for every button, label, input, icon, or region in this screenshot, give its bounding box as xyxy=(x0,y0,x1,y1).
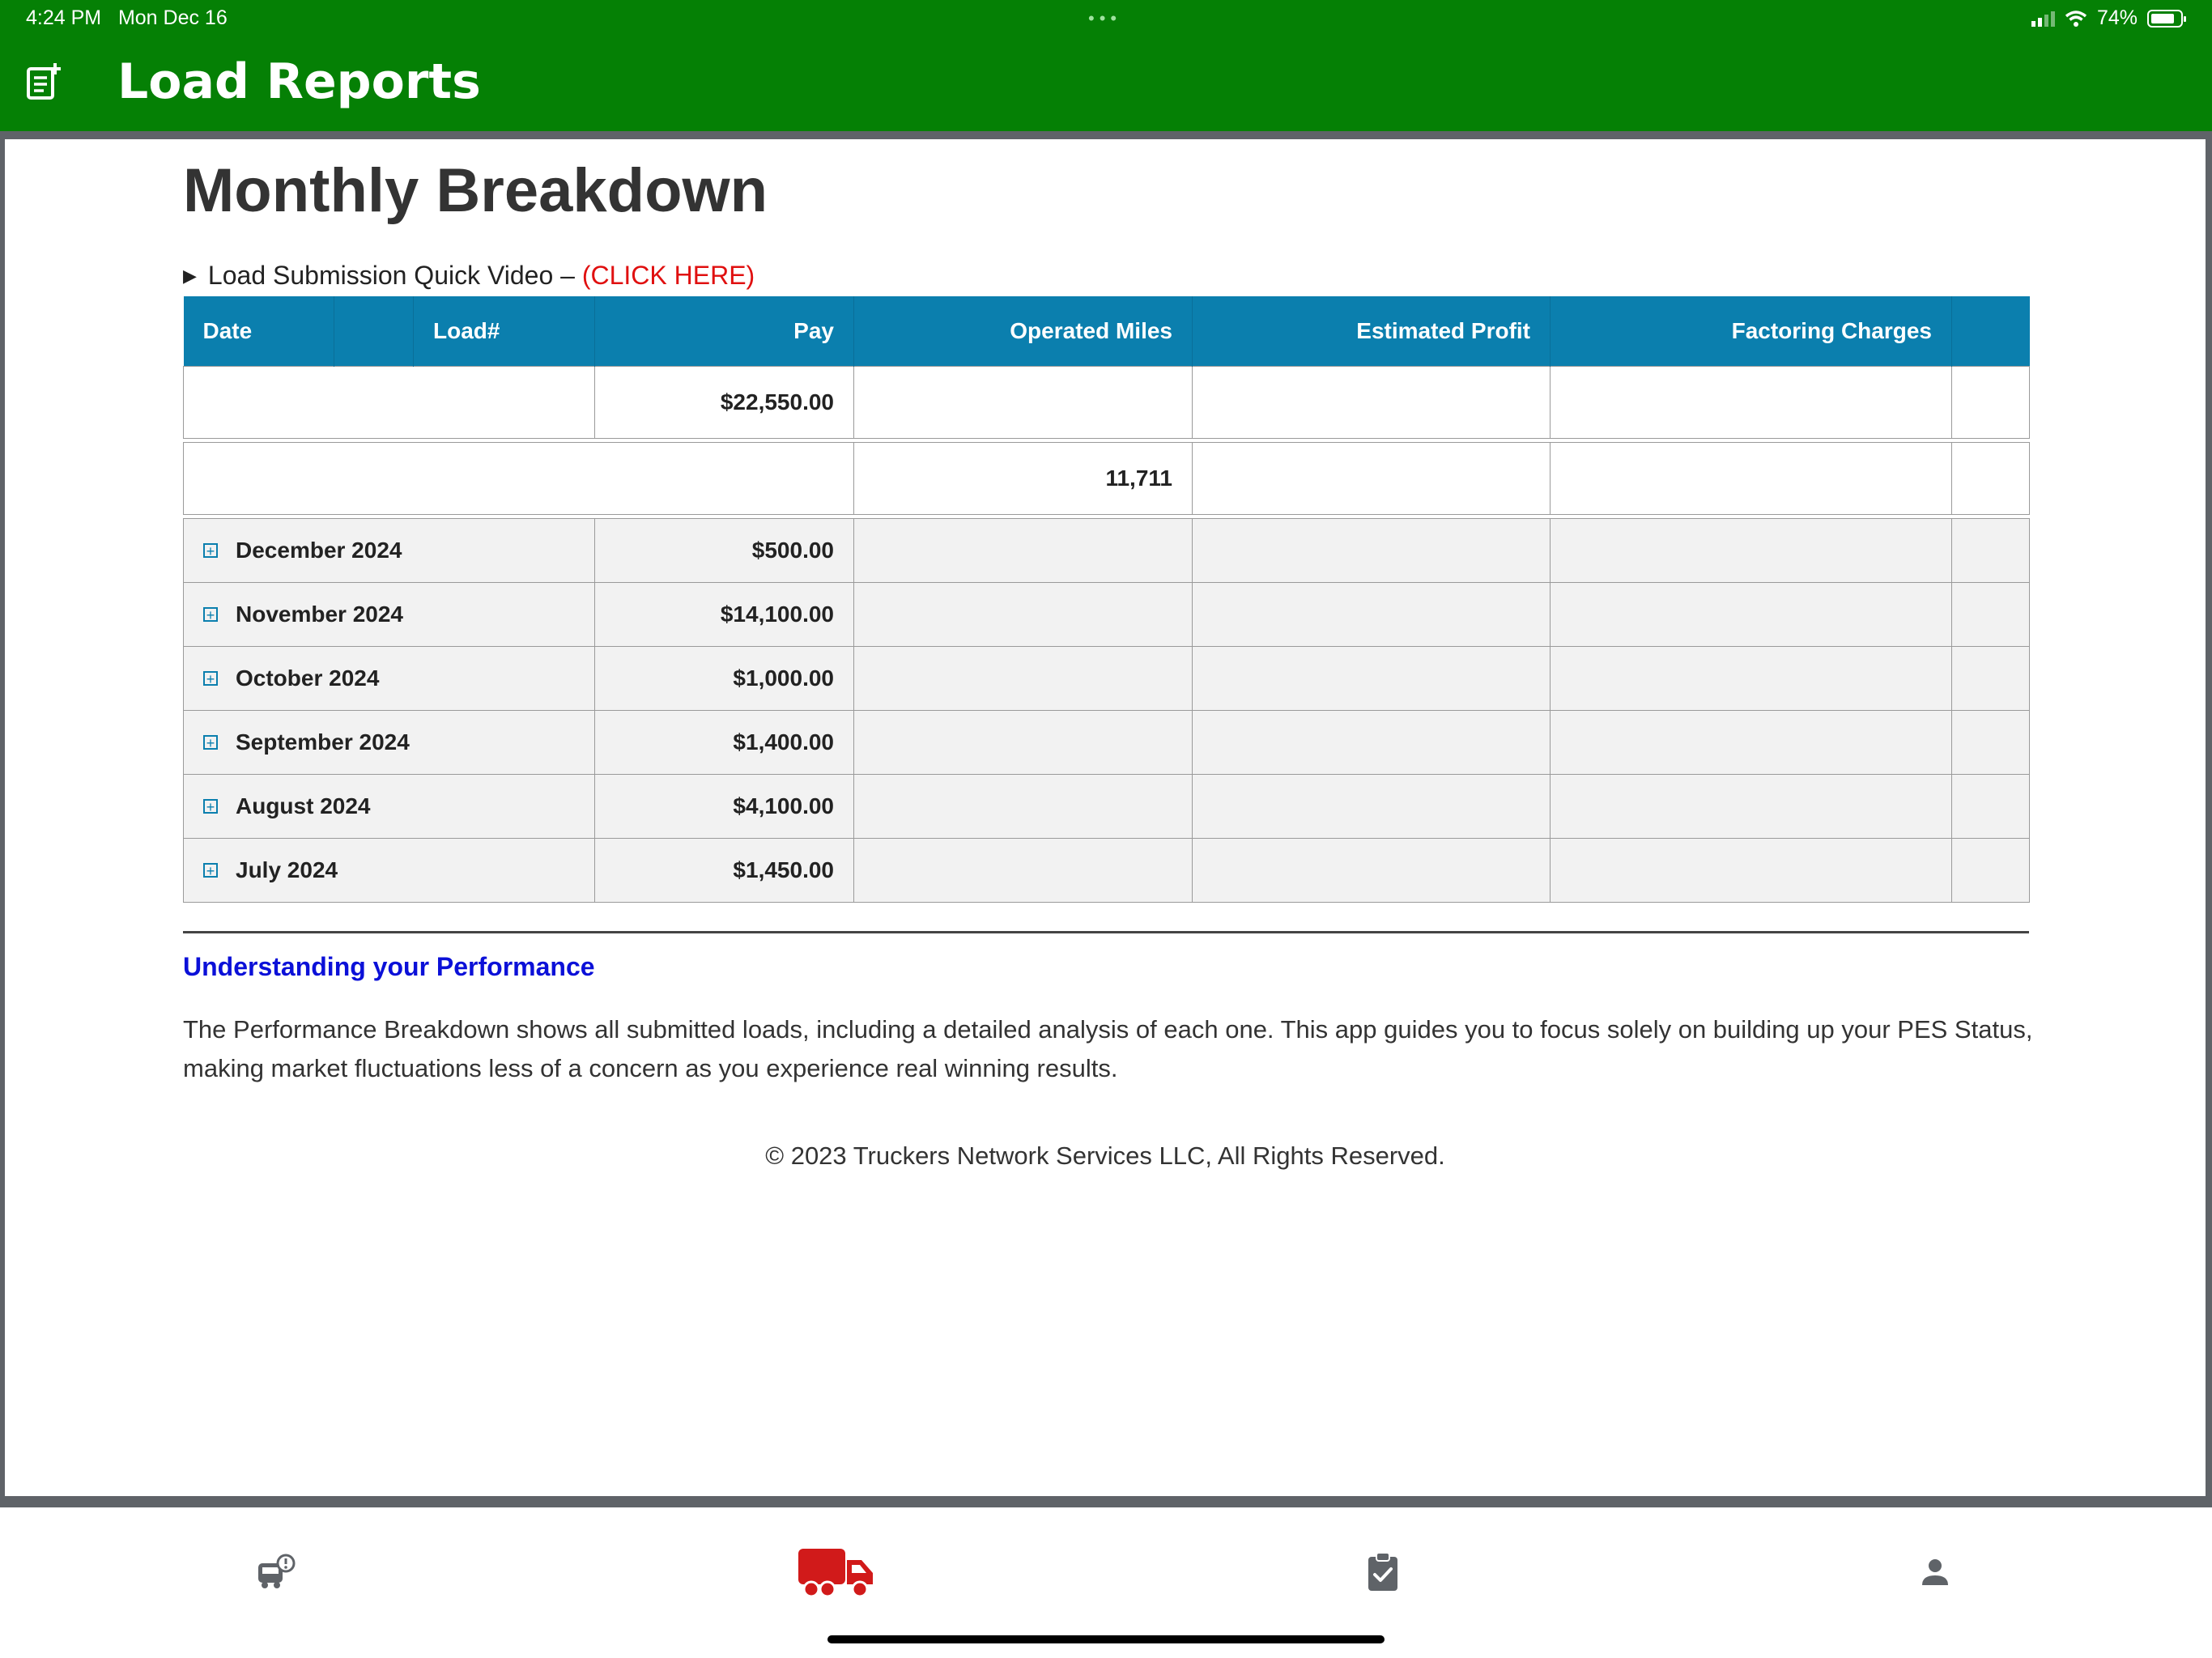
table-row[interactable] xyxy=(184,839,2030,903)
wifi-icon xyxy=(2065,10,2087,28)
cellular-signal-icon xyxy=(2031,11,2055,27)
nav-profile[interactable] xyxy=(1895,1540,1976,1605)
nav-clipboard[interactable] xyxy=(1342,1540,1423,1605)
column-header-blank xyxy=(334,296,414,367)
expand-icon[interactable]: + xyxy=(203,799,218,814)
performance-description: The Performance Breakdown shows all submitted loads, including a detailed analysis of each one. This app guides you to focus solely on building up your PES Status, making market fluctuations less of a concern as you experience real winning results. xyxy=(183,1015,2033,1082)
home-indicator[interactable] xyxy=(827,1635,1385,1643)
battery-icon xyxy=(2147,10,2183,28)
add-note-icon[interactable] xyxy=(26,62,62,102)
table-row[interactable] xyxy=(184,647,2030,711)
column-header-factoring-charges[interactable]: Factoring Charges xyxy=(1551,296,1952,367)
main-content xyxy=(5,139,2206,1496)
total-pay: $22,550.00 xyxy=(595,367,854,439)
month-pay: $14,100.00 xyxy=(595,583,854,647)
expand-icon[interactable]: + xyxy=(203,863,218,878)
month-pay: $1,450.00 xyxy=(595,839,854,903)
column-header-pay[interactable]: Pay xyxy=(595,296,854,367)
table-row[interactable] xyxy=(184,775,2030,839)
status-time: 4:24 PM Mon Dec 16 xyxy=(26,6,228,29)
person-icon xyxy=(1921,1558,1950,1587)
app-header xyxy=(0,0,2212,131)
total-pay-row xyxy=(184,367,2030,439)
click-here-link[interactable]: (CLICK HERE) xyxy=(581,261,755,290)
truck-icon xyxy=(797,1545,874,1599)
month-label: September 2024 xyxy=(236,729,410,755)
month-pay: $1,400.00 xyxy=(595,711,854,775)
battery-percent: 74% xyxy=(2096,6,2138,29)
expand-icon[interactable]: + xyxy=(203,735,218,750)
month-label: July 2024 xyxy=(236,857,338,882)
nav-truck[interactable] xyxy=(787,1540,884,1605)
expand-icon[interactable]: + xyxy=(203,671,218,686)
total-miles-row xyxy=(184,443,2030,515)
truck-alert-icon xyxy=(255,1554,296,1591)
monthly-breakdown-table xyxy=(183,296,2030,903)
expand-icon[interactable]: + xyxy=(203,543,218,558)
bottom-navigation xyxy=(0,1507,2212,1658)
column-header-load[interactable]: Load# xyxy=(414,296,595,367)
multitasking-dots[interactable]: ••• xyxy=(1088,8,1122,28)
copyright-notice: © 2023 Truckers Network Services LLC, All Rights Reserved. xyxy=(765,1141,1445,1170)
table-row[interactable] xyxy=(184,519,2030,583)
total-miles: 11,711 xyxy=(854,443,1193,515)
column-header-estimated-profit[interactable]: Estimated Profit xyxy=(1193,296,1551,367)
video-disclosure[interactable] xyxy=(183,261,755,291)
month-pay: $1,000.00 xyxy=(595,647,854,711)
column-header-operated-miles[interactable]: Operated Miles xyxy=(854,296,1193,367)
section-divider xyxy=(183,931,2029,933)
month-pay: $500.00 xyxy=(595,519,854,583)
table-row[interactable] xyxy=(184,711,2030,775)
performance-heading: Understanding your Performance xyxy=(183,952,595,981)
disclosure-triangle-icon[interactable]: ▶ xyxy=(183,266,197,286)
month-label: November 2024 xyxy=(236,602,404,627)
app-title: Load Reports xyxy=(117,53,481,110)
table-row[interactable] xyxy=(184,583,2030,647)
clipboard-check-icon xyxy=(1367,1552,1399,1592)
status-indicators xyxy=(2031,6,2183,30)
month-label: August 2024 xyxy=(236,793,371,818)
nav-truck-alert[interactable] xyxy=(235,1540,316,1605)
month-label: December 2024 xyxy=(236,538,402,563)
page-title: Monthly Breakdown xyxy=(183,156,768,225)
video-label: Load Submission Quick Video – xyxy=(207,261,582,290)
table-header-row xyxy=(184,296,2030,367)
column-header-date[interactable]: Date xyxy=(184,296,334,367)
expand-icon[interactable]: + xyxy=(203,607,218,622)
month-label: October 2024 xyxy=(236,665,380,691)
month-pay: $4,100.00 xyxy=(595,775,854,839)
column-header-extra xyxy=(1952,296,2030,367)
